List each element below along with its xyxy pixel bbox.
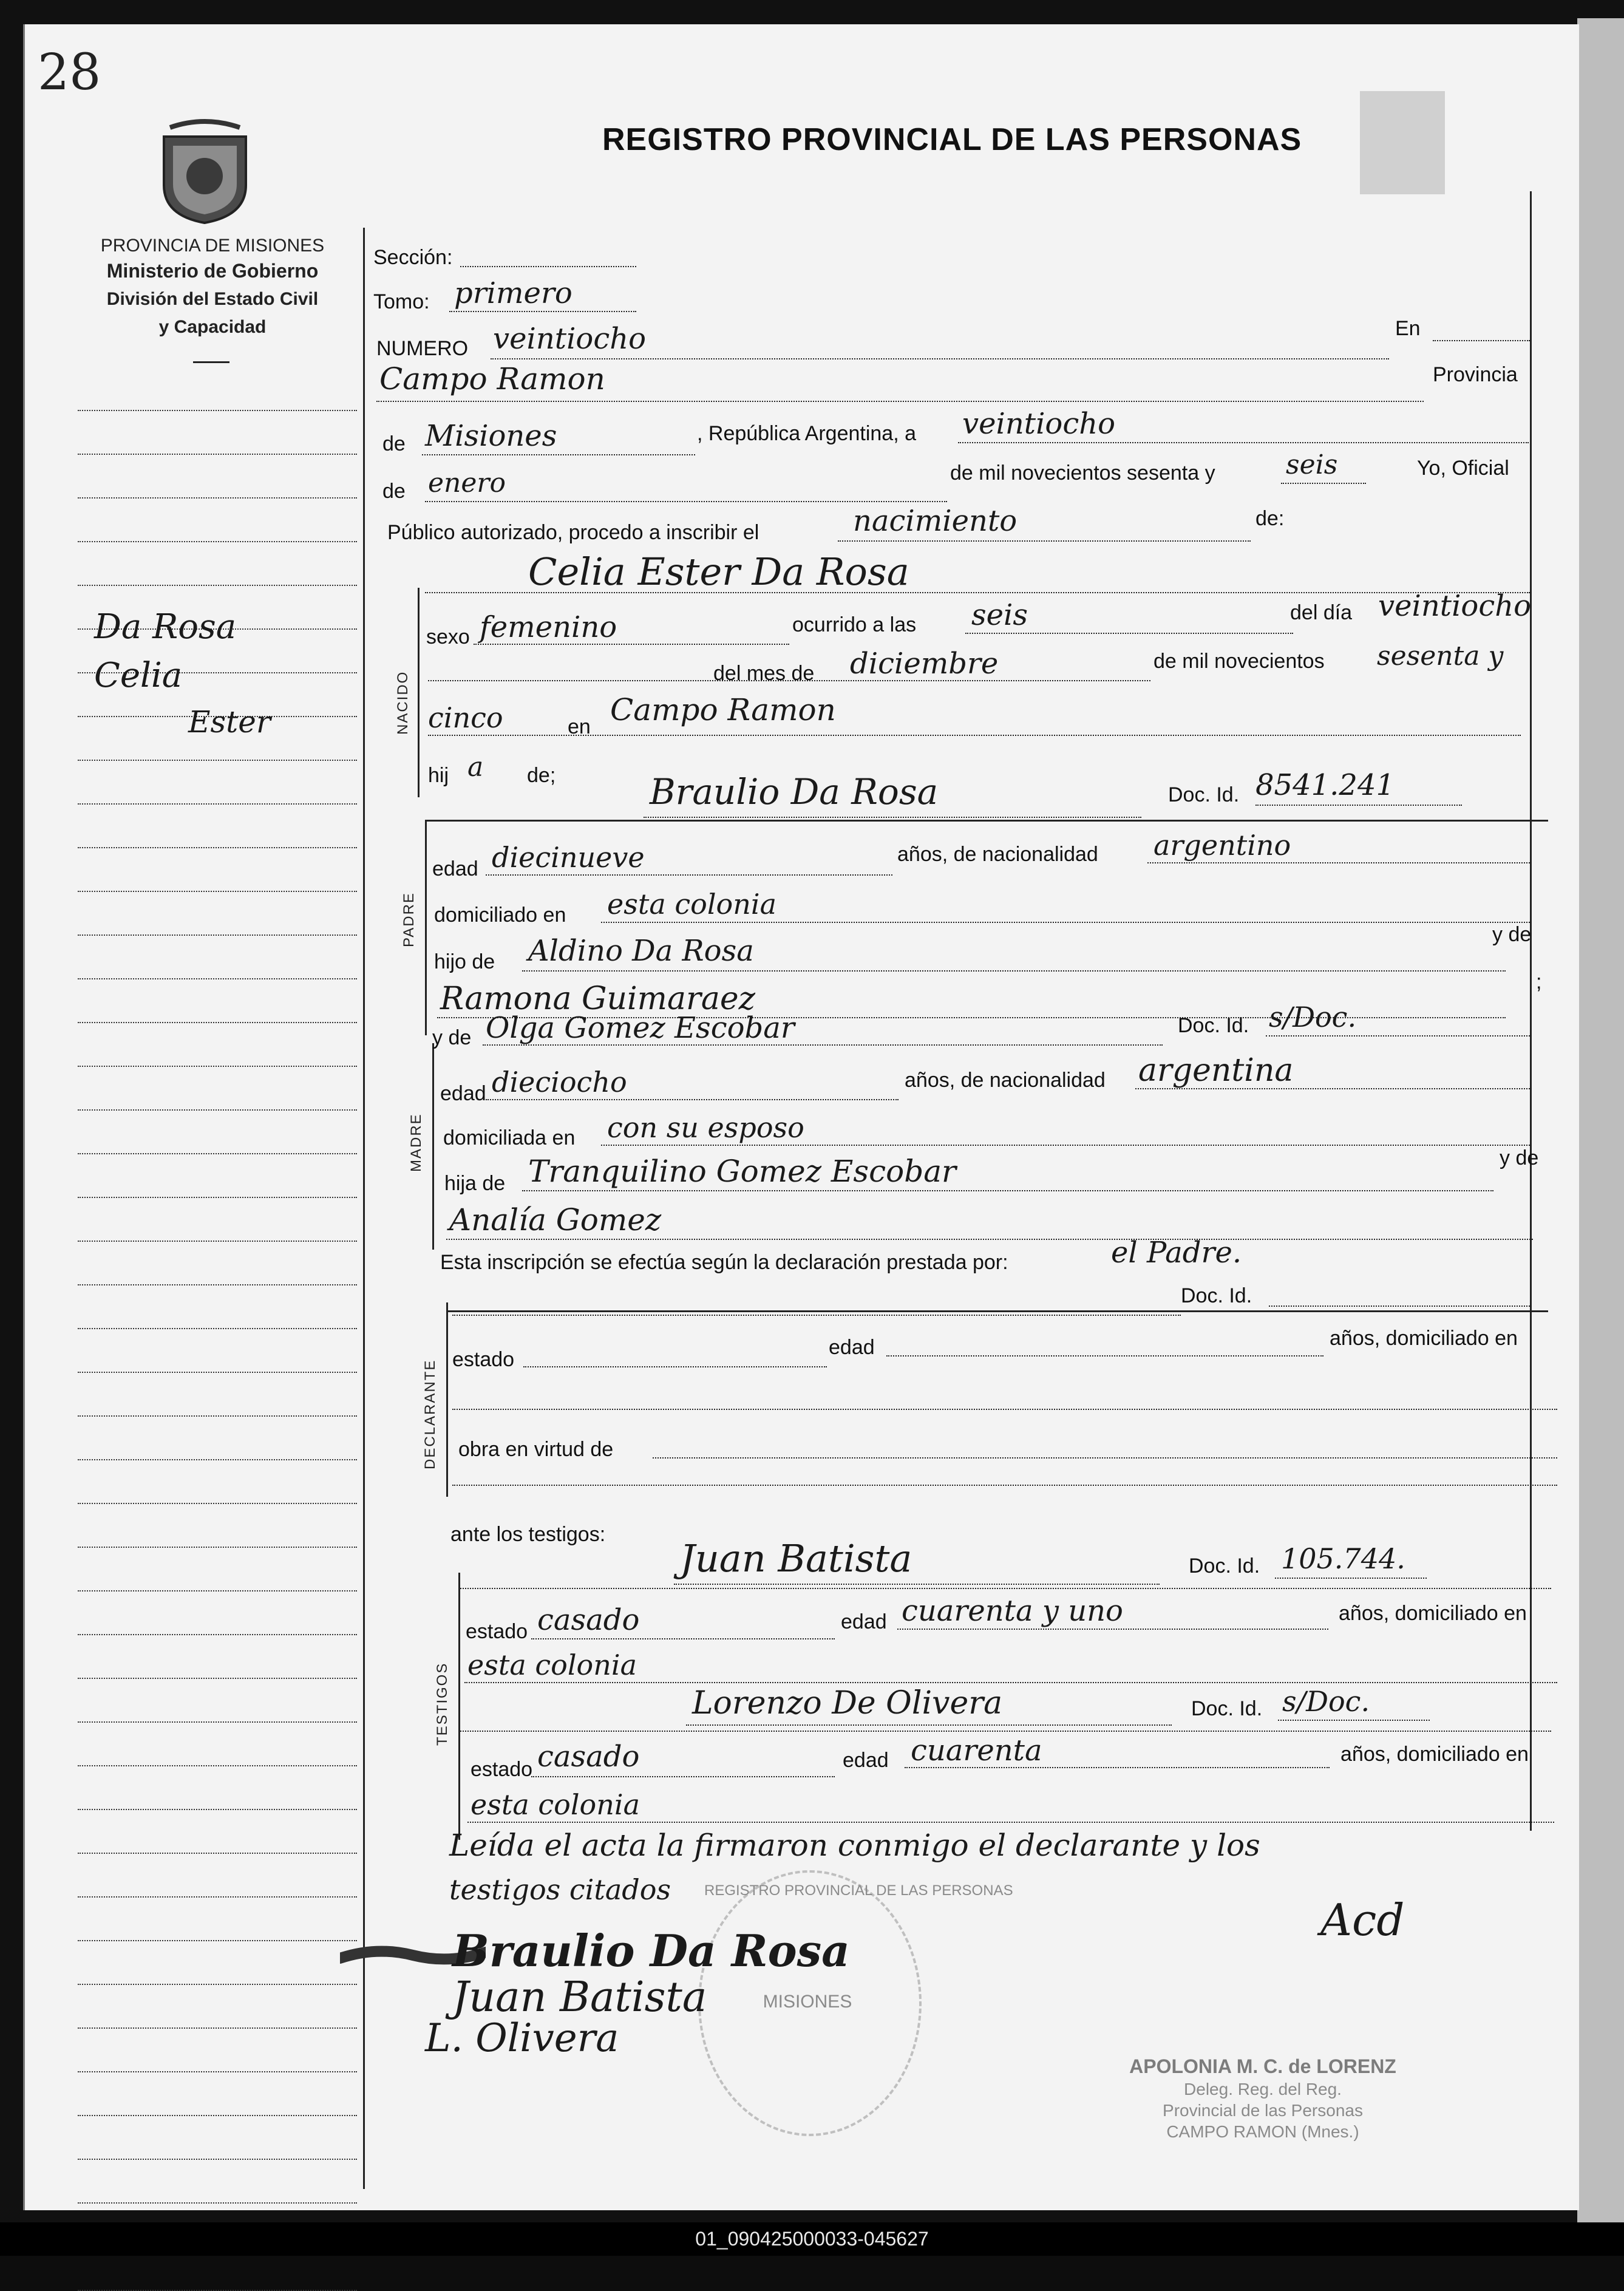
ministry-name: Ministerio de Gobierno — [106, 260, 319, 282]
padre-edad-line — [486, 874, 892, 876]
nacido-doc-line — [1255, 805, 1462, 806]
declarante-estado-label: estado — [452, 1348, 515, 1371]
madre-domicilio-value: con su esposo — [607, 1111, 804, 1144]
madre-nacionalidad-line — [1135, 1088, 1530, 1089]
closing-line1: Leída el acta la firmaron conmigo el declarante y los — [449, 1828, 1260, 1863]
madre-bracket — [432, 1043, 434, 1250]
t2-name: Lorenzo De Olivera — [692, 1685, 1003, 1721]
nacido-bracket — [418, 588, 420, 797]
margin-ruling-line — [78, 1503, 357, 1504]
acto-value: nacimiento — [853, 504, 1018, 538]
padre-padre-name: Aldino Da Rosa — [528, 934, 754, 968]
t2-dom-line — [467, 1822, 1554, 1823]
official-stamp-line2: Deleg. Reg. del Reg. — [1184, 2080, 1342, 2099]
de3-label: de: — [1255, 507, 1285, 530]
margin-ruling-line — [78, 1940, 357, 1941]
hij-label: hij — [428, 764, 449, 787]
padre-anos-label: años, de nacionalidad — [897, 843, 1098, 866]
t1-estado-line — [531, 1638, 835, 1639]
padre-section-label: PADRE — [401, 892, 417, 947]
margin-ruling-line — [78, 2071, 357, 2072]
person-line — [425, 592, 1530, 593]
seccion-line — [460, 266, 636, 267]
madre-doc-line — [1266, 1035, 1530, 1037]
next-page-edge — [1577, 18, 1624, 2228]
t2-doc: s/Doc. — [1282, 1685, 1370, 1718]
padre-y-de-label: y de — [1492, 923, 1532, 946]
en-label: En — [1395, 317, 1421, 340]
margin-ruling-line — [78, 1721, 357, 1723]
declarante-edad-label: edad — [829, 1336, 875, 1359]
t1-doc: 105.744. — [1281, 1542, 1405, 1575]
mes-line — [428, 680, 1150, 681]
margin-ruling-line — [78, 1459, 357, 1460]
acto-line — [838, 540, 1251, 542]
province-value: Misiones — [425, 419, 557, 453]
sexo-value: femenino — [480, 610, 617, 644]
margin-ruling-line — [78, 1153, 357, 1154]
margin-ruling-line — [78, 1678, 357, 1679]
republica-label: , República Argentina, a — [697, 422, 917, 445]
testigos-bracket — [458, 1573, 460, 1840]
anio-value1: sesenta y — [1377, 641, 1504, 672]
t2-rule — [458, 1731, 1551, 1732]
t2-anos-label: años, domiciliado en — [1340, 1743, 1529, 1766]
day-value: veintiocho — [962, 407, 1116, 441]
month-value: enero — [428, 468, 506, 499]
bleed-through-mark — [1360, 91, 1445, 194]
margin-ruling-line — [78, 585, 357, 586]
provincia-label: Provincia — [1433, 363, 1518, 386]
month-line — [425, 501, 947, 502]
t1-dom-line — [464, 1682, 1557, 1683]
padre-bracket — [425, 820, 427, 1035]
numero-label: NUMERO — [376, 337, 469, 360]
margin-ruling-line — [78, 934, 357, 936]
signature-witness1: Juan Batista — [452, 1973, 707, 2021]
lugar-line — [428, 735, 1521, 736]
province-line — [422, 454, 695, 455]
madre-anos-label: años, de nacionalidad — [905, 1069, 1106, 1092]
signature-father: Braulio Da Rosa — [452, 1925, 850, 1976]
t1-edad-line — [897, 1629, 1328, 1630]
margin-ruling-line — [78, 2159, 357, 2160]
t1-estado: casado — [537, 1603, 640, 1637]
madre-section-label: MADRE — [408, 1113, 424, 1172]
margin-ruling-line — [78, 1896, 357, 1898]
margin-ruling-line — [78, 1066, 357, 1067]
t2-doc-line — [1278, 1720, 1430, 1721]
declarante-section-label: DECLARANTE — [422, 1359, 438, 1469]
padre-name: Braulio Da Rosa — [650, 771, 939, 812]
declarante-estado-line — [523, 1366, 827, 1367]
nacido-doc-value: 8541.241 — [1255, 768, 1395, 802]
t1-edad-label: edad — [841, 1610, 887, 1633]
margin-ruling-line — [78, 760, 357, 761]
official-stamp-line4: CAMPO RAMON (Mnes.) — [1166, 2122, 1359, 2141]
madre-padre-line — [522, 1190, 1493, 1191]
madre-name: Olga Gomez Escobar — [486, 1011, 795, 1045]
tomo-label: Tomo: — [373, 290, 430, 313]
official-stamp-line3: Provincial de las Personas — [1163, 2101, 1363, 2120]
madre-madre-line — [446, 1239, 1533, 1240]
ocurrido-label: ocurrido a las — [792, 613, 917, 636]
madre-domicilio-line — [601, 1145, 1530, 1146]
hora-line — [965, 633, 1293, 634]
mes-value: diciembre — [850, 647, 999, 681]
signature-witness2: L. Olivera — [425, 2016, 619, 2061]
margin-ruling-line — [78, 1284, 357, 1285]
declarante-doc-label: Doc. Id. — [1181, 1284, 1252, 1307]
madre-hija-label: hija de — [444, 1172, 506, 1195]
margin-ruling-line — [78, 1634, 357, 1635]
t2-doc-label: Doc. Id. — [1191, 1697, 1263, 1720]
t1-dom: esta colonia — [467, 1649, 637, 1681]
margin-ruling-line — [78, 1372, 357, 1373]
dia-label: del día — [1290, 601, 1353, 624]
t1-anos-label: años, domiciliado en — [1339, 1602, 1527, 1625]
sexo-label: sexo — [426, 625, 470, 648]
scan-id-footer: 01_090425000033-045627 — [0, 2222, 1624, 2256]
seccion-label: Sección: — [373, 246, 453, 269]
padre-domicilio-value: esta colonia — [607, 888, 776, 921]
nacido-doc-label: Doc. Id. — [1168, 783, 1240, 806]
column-divider — [363, 228, 365, 2189]
t2-estado-label: estado — [471, 1758, 533, 1781]
tomo-line — [449, 311, 636, 312]
t2-dom: esta colonia — [471, 1788, 640, 1821]
year-line — [1281, 483, 1366, 484]
province-name: PROVINCIA DE MISIONES — [100, 236, 325, 256]
margin-surname: Da Rosa — [94, 607, 237, 647]
margin-ruling-line — [78, 497, 357, 499]
declarante-edad-line — [886, 1355, 1323, 1357]
madre-domicilio-label: domiciliada en — [443, 1126, 576, 1149]
testigos-intro: ante los testigos: — [450, 1523, 606, 1546]
obra-label: obra en virtud de — [458, 1438, 614, 1461]
padre-domicilio-label: domiciliado en — [434, 904, 566, 927]
de-label: de — [382, 432, 406, 455]
declaracion-text: Esta inscripción se efectúa según la declaración prestada por: — [440, 1251, 1008, 1274]
margin-ruling-line — [78, 2115, 357, 2116]
place-value: Campo Ramon — [379, 361, 605, 397]
hij-de-label: de; — [527, 764, 556, 787]
place-line — [376, 401, 1424, 402]
anio-label: de mil novecientos — [1153, 650, 1325, 673]
t2-estado: casado — [537, 1740, 640, 1774]
obra-line2 — [452, 1485, 1557, 1486]
t1-edad: cuarenta y uno — [902, 1594, 1123, 1628]
round-stamp-outer: REGISTRO PROVINCIAL DE LAS PERSONAS — [704, 1882, 1013, 1899]
declaracion-value: el Padre. — [1111, 1236, 1242, 1270]
margin-ruling-line — [78, 1328, 357, 1329]
madre-edad-label: edad — [440, 1082, 486, 1105]
margin-ruling-line — [78, 1109, 357, 1111]
padre-nacionalidad-line — [1147, 862, 1530, 863]
person-name: Celia Ester Da Rosa — [528, 550, 909, 594]
signature-official: Acd — [1320, 1894, 1405, 1945]
declarante-name-line — [452, 1315, 1181, 1316]
margin-ruling-line — [78, 1241, 357, 1242]
t1-name: Juan Batista — [680, 1536, 912, 1581]
madre-nacionalidad: argentina — [1138, 1052, 1294, 1089]
madre-doc-label: Doc. Id. — [1178, 1014, 1249, 1037]
margin-ruling-line — [78, 2202, 357, 2204]
madre-y-de2-label: y de — [1500, 1146, 1539, 1169]
madre-madre-name: Analía Gomez — [449, 1202, 662, 1237]
t1-doc-line — [1275, 1578, 1427, 1579]
official-stamp-line1: APOLONIA M. C. de LORENZ — [1129, 2055, 1396, 2077]
margin-name2: Ester — [188, 704, 271, 740]
header-rule — [193, 361, 229, 363]
madre-edad-line — [486, 1099, 899, 1100]
day-line — [958, 442, 1529, 443]
division-name: División del Estado Civil — [106, 289, 319, 309]
padre-edad-label: edad — [432, 857, 478, 880]
madre-edad-value: dieciocho — [492, 1066, 627, 1098]
t1-doc-label: Doc. Id. — [1189, 1554, 1260, 1578]
t2-edad-line — [905, 1767, 1330, 1768]
dia-value: veintiocho — [1378, 589, 1532, 623]
margin-ruling-line — [78, 1022, 357, 1023]
margin-ruling-line — [78, 1590, 357, 1591]
madre-name-line — [483, 1044, 1163, 1046]
margin-ruling-line — [78, 847, 357, 848]
margin-ruling-line — [78, 541, 357, 542]
padre-name-line — [644, 817, 1141, 818]
madre-padre-name: Tranquilino Gomez Escobar — [528, 1154, 956, 1189]
publico-label: Público autorizado, procedo a inscribir el — [387, 521, 759, 544]
margin-name1: Celia — [94, 656, 183, 695]
de2-label: de — [382, 480, 406, 503]
margin-ruling-line — [78, 1197, 357, 1198]
capacity-name: y Capacidad — [158, 317, 267, 337]
t2-edad-label: edad — [843, 1749, 889, 1772]
madre-doc-value: s/Doc. — [1269, 1001, 1357, 1033]
margin-ruling-line — [78, 2027, 357, 2029]
lugar-value: Campo Ramon — [610, 692, 836, 727]
hij-suffix: a — [467, 752, 484, 783]
round-stamp-inner: MISIONES — [763, 1992, 852, 2012]
en-nacido-label: en — [568, 715, 591, 738]
margin-ruling-line — [78, 803, 357, 805]
margin-ruling-line — [78, 1765, 357, 1766]
obra-line — [653, 1457, 1557, 1459]
page-number: 28 — [38, 44, 101, 101]
anio-value2: cinco — [428, 701, 503, 734]
right-border — [1530, 191, 1532, 1831]
margin-ruling-line — [78, 1809, 357, 1810]
margin-ruling-line — [78, 891, 357, 892]
declarante-doc-line — [1269, 1305, 1530, 1307]
margin-ruling-line — [78, 1984, 357, 1985]
margin-ruling-line — [78, 1853, 357, 1854]
padre-semicolon: ; — [1536, 970, 1542, 993]
oficial-label: Yo, Oficial — [1417, 457, 1509, 480]
mes-label: del mes de — [713, 662, 815, 685]
numero-value: veintiocho — [493, 322, 647, 356]
declarante-dom-line — [452, 1409, 1557, 1410]
t2-edad: cuarenta — [911, 1734, 1042, 1768]
testigos-section-label: TESTIGOS — [434, 1662, 450, 1746]
margin-ruling-line — [78, 454, 357, 455]
provincial-seal-icon — [152, 118, 258, 225]
margin-ruling-line — [78, 1415, 357, 1417]
document-title: REGISTRO PROVINCIAL DE LAS PERSONAS — [602, 122, 1302, 157]
tomo-value: primero — [454, 276, 572, 310]
margin-ruling-line — [78, 1547, 357, 1548]
padre-top-rule — [425, 820, 1548, 822]
declarante-anos-label: años, domiciliado en — [1330, 1327, 1518, 1350]
margin-ruling-line — [78, 410, 357, 411]
t1-rule — [458, 1588, 1551, 1589]
nacido-section-label: NACIDO — [395, 670, 411, 735]
hora-value: seis — [971, 598, 1028, 632]
padre-madre-name: Ramona Guimaraez — [440, 981, 755, 1017]
padre-nacionalidad: argentino — [1153, 829, 1291, 862]
en-line — [1433, 340, 1530, 341]
padre-hijo-label: hijo de — [434, 950, 495, 973]
t1-estado-label: estado — [466, 1620, 528, 1643]
declarante-top-rule — [446, 1310, 1548, 1312]
padre-domicilio-line — [601, 922, 1530, 923]
t2-estado-line — [531, 1776, 835, 1777]
declarante-bracket — [446, 1302, 448, 1497]
margin-ruling-line — [78, 978, 357, 979]
closing-line2: testigos citados — [449, 1873, 671, 1906]
t2-name-line — [686, 1724, 1172, 1726]
numero-line — [491, 358, 1389, 359]
sexo-line — [474, 644, 789, 645]
padre-edad-value: diecinueve — [492, 841, 645, 874]
t1-name-line — [674, 1584, 1160, 1585]
madre-y-de-label: y de — [432, 1026, 472, 1049]
year-value: seis — [1286, 449, 1338, 480]
year-label: de mil novecientos sesenta y — [950, 461, 1215, 485]
padre-padre-line — [522, 970, 1506, 972]
